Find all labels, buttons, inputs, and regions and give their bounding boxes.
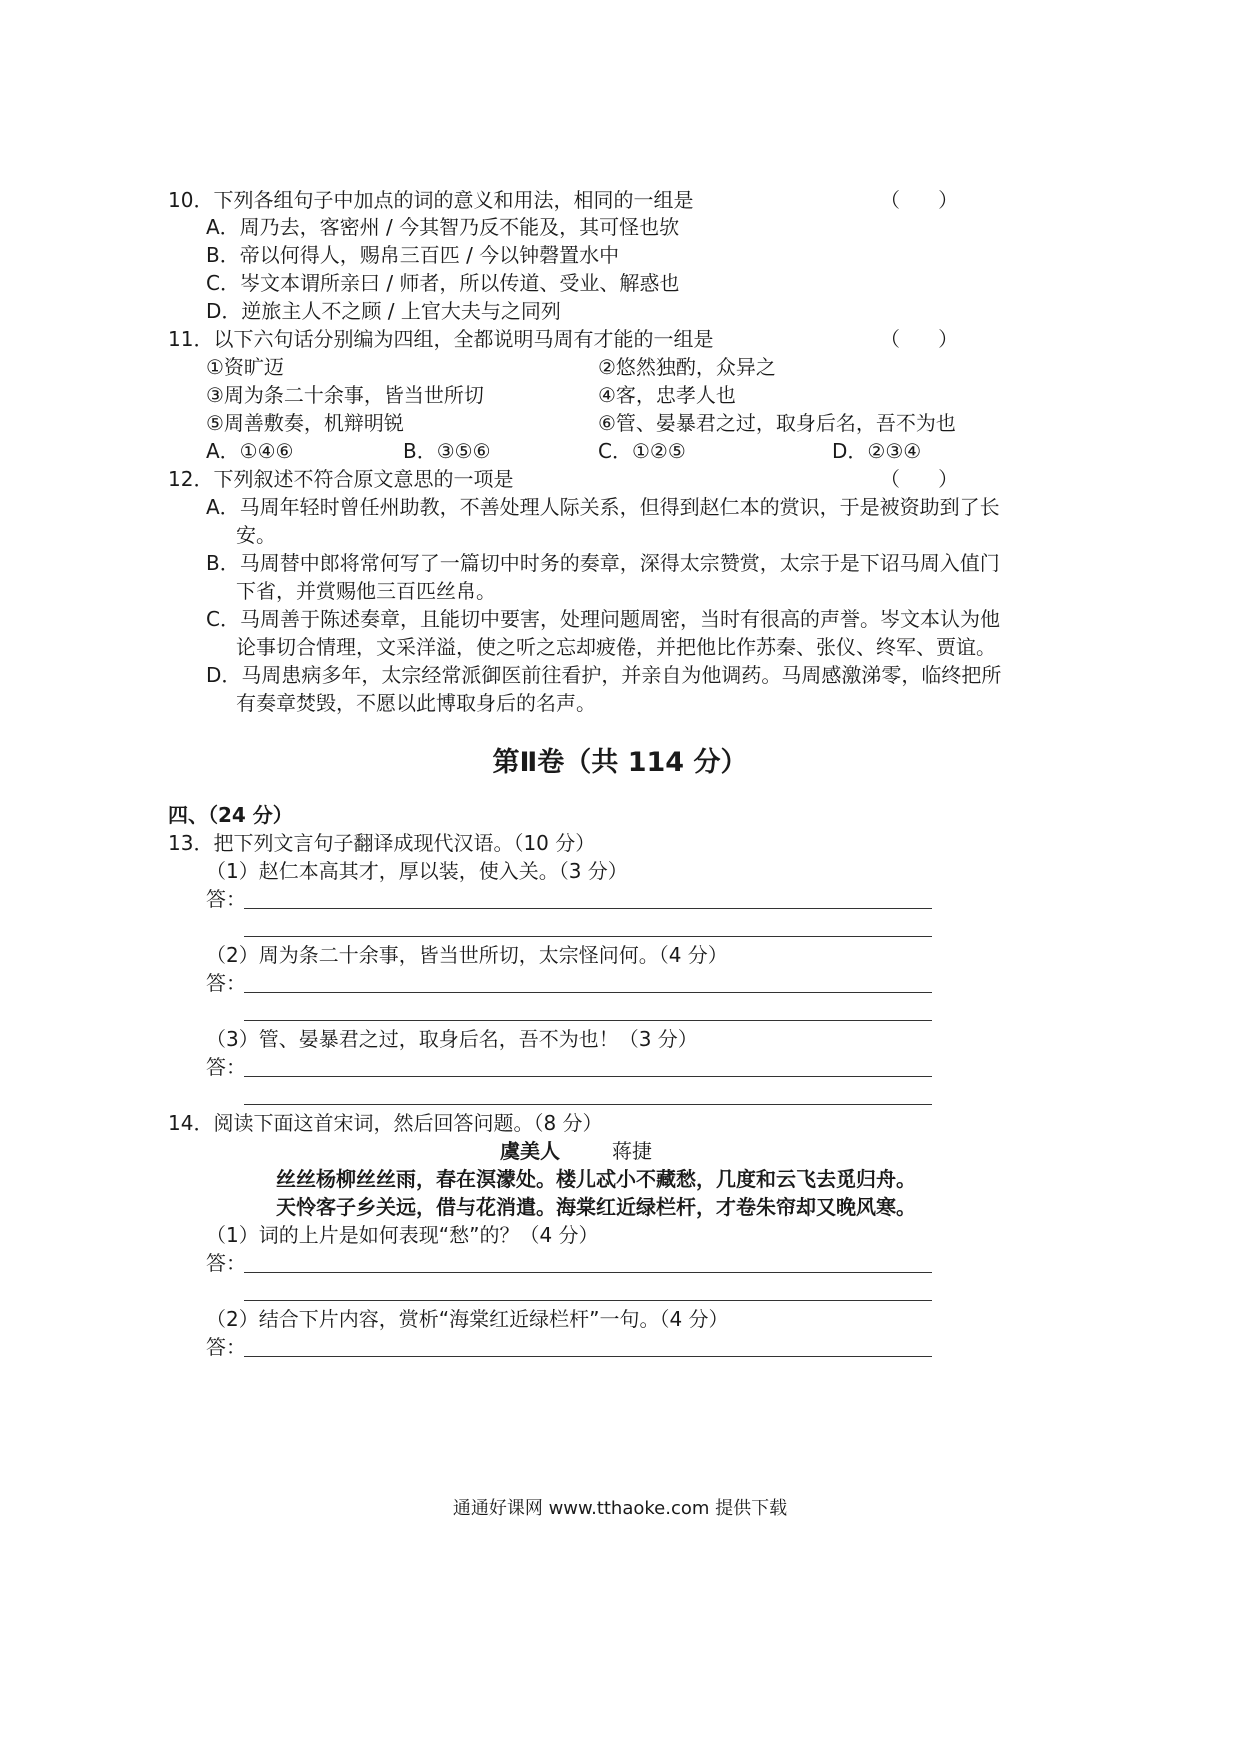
q12-option-d-line2: 有奏章焚毁，不愿以此博取身后的名声。 <box>236 691 596 715</box>
q13-sub-2-answer-line-1[interactable] <box>244 992 932 993</box>
q14-stem: 14．阅读下面这首宋词，然后回答问题。（8 分） <box>168 1111 603 1135</box>
q11-answer-paren: （ ） <box>880 327 959 351</box>
poem-title: 虞美人 <box>500 1139 560 1163</box>
q11-stem: 11．以下六句话分别编为四组，全都说明马周有才能的一组是 <box>168 327 714 351</box>
q14-sub-1-answer-label: 答： <box>206 1251 246 1275</box>
q12-option-b-line1: B．马周替中郎将常何写了一篇切中时务的奏章，深得太宗赞赏，太宗于是下诏马周入值门 <box>206 551 1000 575</box>
q13-sub-1-answer-label: 答： <box>206 887 246 911</box>
q13-stem: 13．把下列文言句子翻译成现代汉语。（10 分） <box>168 831 596 855</box>
q12-option-d-line1: D．马周患病多年，太宗经常派御医前往看护，并亲自为他调药。马周感激涕零，临终把所 <box>206 663 1002 687</box>
q13-sub-2-answer-line-2[interactable] <box>244 1020 932 1021</box>
q13-sub-1: （1）赵仁本高其才，厚以装，使入关。（3 分） <box>206 859 628 883</box>
poem-author: 蒋捷 <box>612 1139 652 1163</box>
poem-line-1: 丝丝杨柳丝丝雨，春在溟濛处。楼儿忒小不藏愁，几度和云飞去觅归舟。 <box>276 1167 916 1191</box>
q11-choice-d: D．②③④ <box>832 439 922 463</box>
q13-sub-3-answer-line-1[interactable] <box>244 1076 932 1077</box>
q11-choice-b: B．③⑤⑥ <box>403 439 491 463</box>
q13-sub-3-answer-line-2[interactable] <box>244 1104 932 1105</box>
q11-item-2: ②悠然独酌，众异之 <box>598 355 776 379</box>
q11-choice-a: A．①④⑥ <box>206 439 294 463</box>
q10-stem: 10．下列各组句子中加点的词的意义和用法，相同的一组是 <box>168 188 694 212</box>
q14-sub-1: （1）词的上片是如何表现“愁”的？（4 分） <box>206 1223 599 1247</box>
q10-option-b: B．帝以何得人，赐帛三百匹 / 今以钟磬置水中 <box>206 243 620 267</box>
q10-answer-paren: （ ） <box>880 188 959 212</box>
q12-option-b-line2: 下省，并赏赐他三百匹丝帛。 <box>236 579 496 603</box>
q11-item-5: ⑤周善敷奏，机辩明锐 <box>206 411 404 435</box>
q12-answer-paren: （ ） <box>880 467 959 491</box>
q11-item-1: ①资旷迈 <box>206 355 284 379</box>
q10-option-d: D．逆旅主人不之顾 / 上官大夫与之同列 <box>206 299 561 323</box>
q13-sub-2: （2）周为条二十余事，皆当世所切，太宗怪问何。（4 分） <box>206 943 728 967</box>
q14-sub-2-answer-label: 答： <box>206 1335 246 1359</box>
q13-sub-2-answer-label: 答： <box>206 971 246 995</box>
q14-sub-2: （2）结合下片内容，赏析“海棠红近绿栏杆”一句。（4 分） <box>206 1307 729 1331</box>
q12-option-a-line2: 安。 <box>236 523 276 547</box>
q12-option-c-line2: 论事切合情理，文采洋溢，使之听之忘却疲倦，并把他比作苏秦、张仪、终军、贾谊。 <box>236 635 996 659</box>
poem-line-2: 天怜客子乡关远，借与花消遣。海棠红近绿栏杆，才卷朱帘却又晚风寒。 <box>276 1195 916 1219</box>
q10-option-c: C．岑文本谓所亲曰 / 师者，所以传道、受业、解惑也 <box>206 271 680 295</box>
q11-item-4: ④客，忠孝人也 <box>598 383 736 407</box>
page-footer-source: 通通好课网 www.tthaoke.com 提供下载 <box>452 1498 788 1519</box>
q14-sub-2-answer-line-1[interactable] <box>244 1356 932 1357</box>
q14-sub-1-answer-line-2[interactable] <box>244 1300 932 1301</box>
q12-option-a-line1: A．马周年轻时曾任州助教，不善处理人际关系，但得到赵仁本的赏识，于是被资助到了长 <box>206 495 1000 519</box>
q12-option-c-line1: C．马周善于陈述奏章，且能切中要害，处理问题周密，当时有很高的声誉。岑文本认为他 <box>206 607 1000 631</box>
section-title: 第Ⅱ卷（共 114 分） <box>492 747 748 778</box>
part-four-heading: 四、（24 分） <box>168 803 293 827</box>
q14-sub-1-answer-line-1[interactable] <box>244 1272 932 1273</box>
q13-sub-1-answer-line-2[interactable] <box>244 936 932 937</box>
q12-stem: 12．下列叙述不符合原文意思的一项是 <box>168 467 514 491</box>
q11-item-3: ③周为条二十余事，皆当世所切 <box>206 383 484 407</box>
q10-option-a: A．周乃去，客密州 / 今其智乃反不能及，其可怪也欤 <box>206 215 680 239</box>
q13-sub-1-answer-line-1[interactable] <box>244 908 932 909</box>
q13-sub-3-answer-label: 答： <box>206 1055 246 1079</box>
q11-item-6: ⑥管、晏暴君之过，取身后名，吾不为也 <box>598 411 956 435</box>
q13-sub-3: （3）管、晏暴君之过，取身后名，吾不为也！（3 分） <box>206 1027 698 1051</box>
q11-choice-c: C．①②⑤ <box>598 439 686 463</box>
